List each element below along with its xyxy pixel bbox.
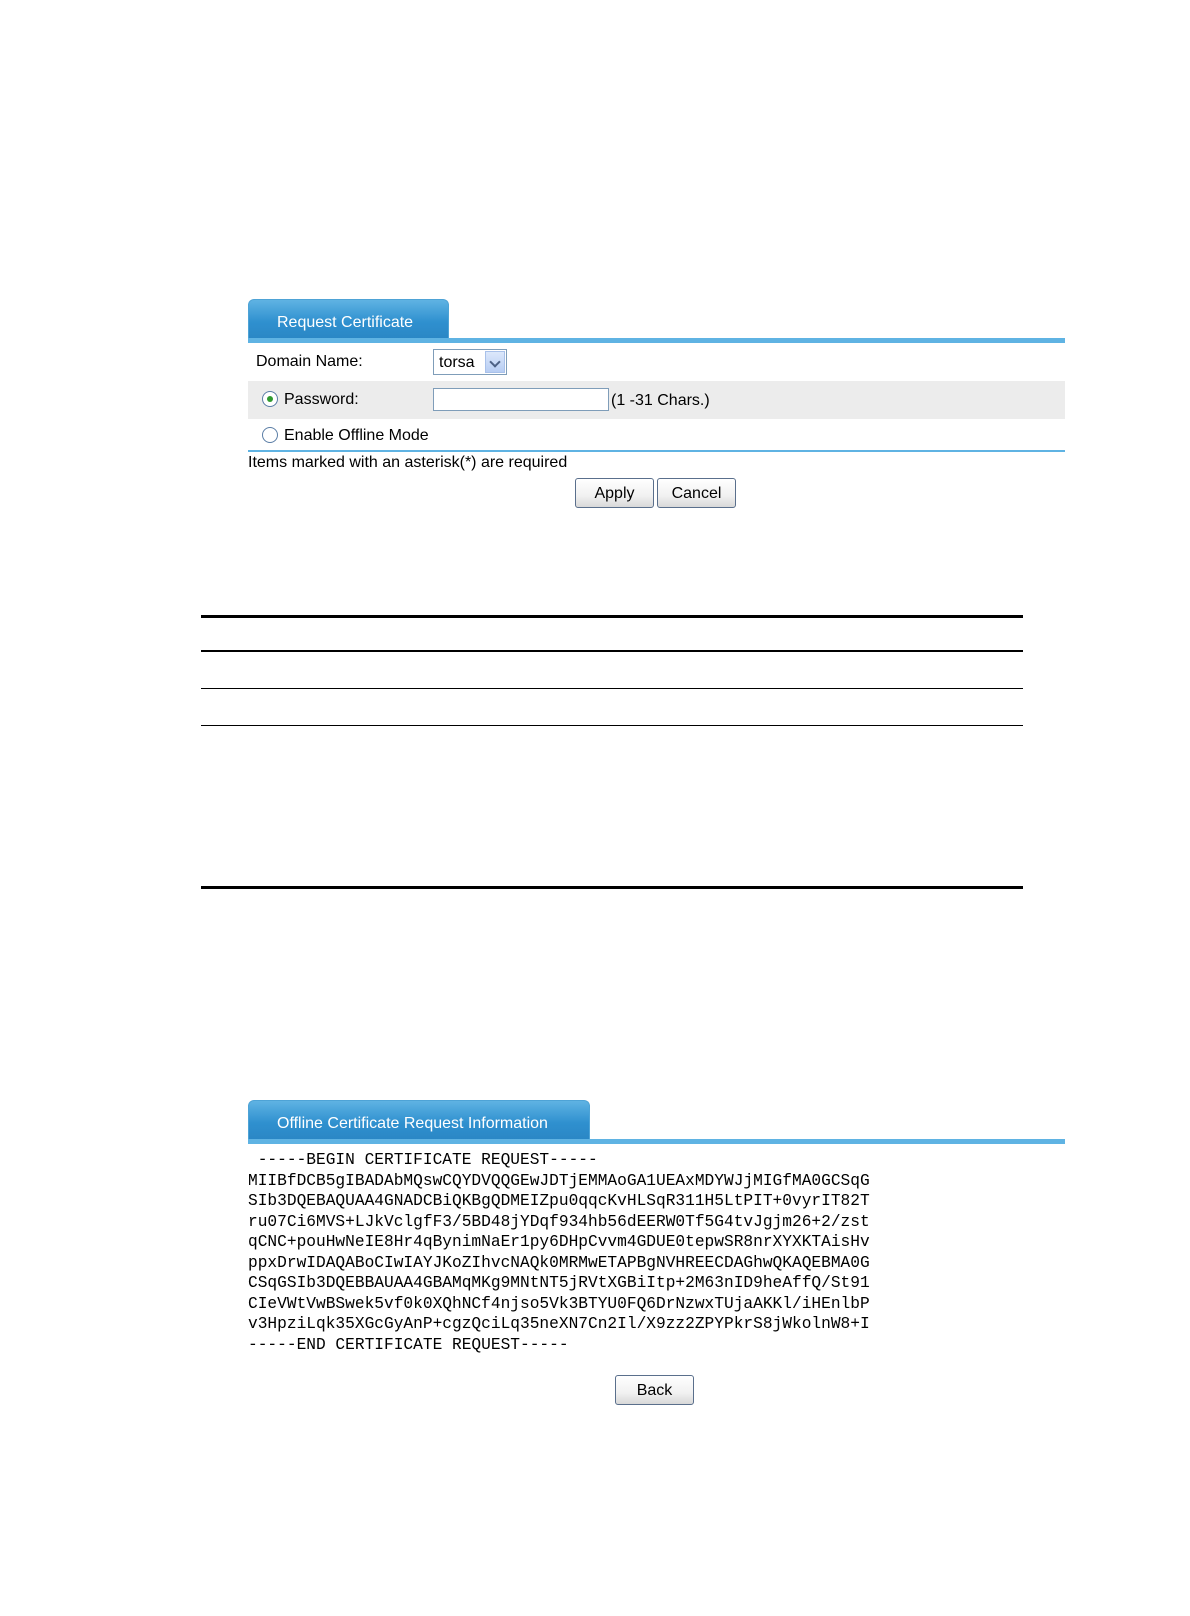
certificate-line: CIeVWtVwBSwek5vf0k0XQhNCf4njso5Vk3BTYU0FQ6DrNzwxTUjaAKKl/iHEnlbP bbox=[248, 1294, 870, 1313]
password-row bbox=[248, 381, 1065, 419]
table-row-rule bbox=[201, 688, 1023, 689]
password-label: Password: bbox=[284, 391, 359, 408]
certificate-line: qCNC+pouHwNeIE8Hr4qBynimNaEr1py6DHpCvvm4GDUE0tepwSR8nrXYXKTAisHv bbox=[248, 1233, 870, 1251]
apply-button[interactable]: Apply bbox=[575, 478, 654, 508]
certificate-line: CSqGSIb3DQEBBAUAA4GBAMqMKg9MNtNT5jRVtXGBiItp+2M63nID9heAffQ/St91 bbox=[248, 1274, 870, 1292]
request-certificate-tab[interactable]: Request Certificate bbox=[248, 299, 449, 340]
offline-mode-row bbox=[248, 419, 1065, 450]
certificate-line: v3HpziLqk35XGcGyAnP+cgzQciLq35neXN7Cn2Il/X9zz2ZPYPkrS8jWkolnW8+I bbox=[248, 1315, 870, 1333]
required-note: Items marked with an asterisk(*) are required bbox=[248, 454, 568, 471]
offline-certificate-panel bbox=[248, 1100, 1065, 1415]
certificate-line: ppxDrwIDAQABoCIwIAYJKoZIhvcNAQk0MRMwETAPBgNVHREECDAGhwQKAQEBMA0G bbox=[248, 1253, 870, 1272]
password-hint: (1 -31 Chars.) bbox=[611, 392, 710, 409]
request-certificate-panel bbox=[248, 299, 1065, 518]
table-row-rule-2 bbox=[201, 725, 1023, 726]
domain-label: Domain Name: bbox=[256, 353, 363, 370]
certificate-line: SIb3DQEBAQUAA4GNADCBiQKBgQDMEIZpu0qqcKvHLSqR311H5LtPIT+0vyrIT82T bbox=[248, 1192, 870, 1210]
tab-underline bbox=[248, 1139, 1065, 1144]
offline-certificate-tab[interactable]: Offline Certificate Request Information bbox=[248, 1100, 590, 1141]
domain-select[interactable] bbox=[433, 349, 507, 375]
password-radio[interactable] bbox=[262, 391, 278, 407]
password-input[interactable] bbox=[433, 388, 609, 411]
table-header-rule bbox=[201, 650, 1023, 652]
form-buttons bbox=[248, 478, 1065, 518]
domain-select-value: torsa bbox=[439, 354, 475, 371]
panel-bottom-line bbox=[248, 450, 1065, 452]
offline-certificate-tab-row bbox=[248, 1100, 1065, 1144]
cancel-button[interactable]: Cancel bbox=[657, 478, 736, 508]
certificate-line: MIIBfDCB5gIBADAbMQswCQYDVQQGEwJDTjEMMAoGA1UEAxMDYWJjMIGfMA0GCSqG bbox=[248, 1171, 870, 1190]
table-top-rule bbox=[201, 615, 1023, 618]
offline-mode-radio[interactable] bbox=[262, 427, 278, 443]
certificate-request-text bbox=[248, 1150, 1065, 1355]
back-button-row bbox=[248, 1375, 1065, 1415]
offline-mode-label: Enable Offline Mode bbox=[284, 427, 429, 444]
table-bottom-rule bbox=[201, 886, 1023, 889]
chevron-down-icon[interactable] bbox=[485, 351, 505, 373]
back-button[interactable]: Back bbox=[615, 1375, 694, 1405]
certificate-line: -----BEGIN CERTIFICATE REQUEST----- bbox=[248, 1151, 598, 1169]
certificate-line: ru07Ci6MVS+LJkVclgfF3/5BD48jYDqf934hb56dEERW0Tf5G4tvJgjm26+2/zst bbox=[248, 1212, 870, 1231]
domain-row bbox=[248, 343, 1065, 381]
certificate-line: -----END CERTIFICATE REQUEST----- bbox=[248, 1335, 569, 1354]
request-certificate-tab-row bbox=[248, 299, 1065, 343]
